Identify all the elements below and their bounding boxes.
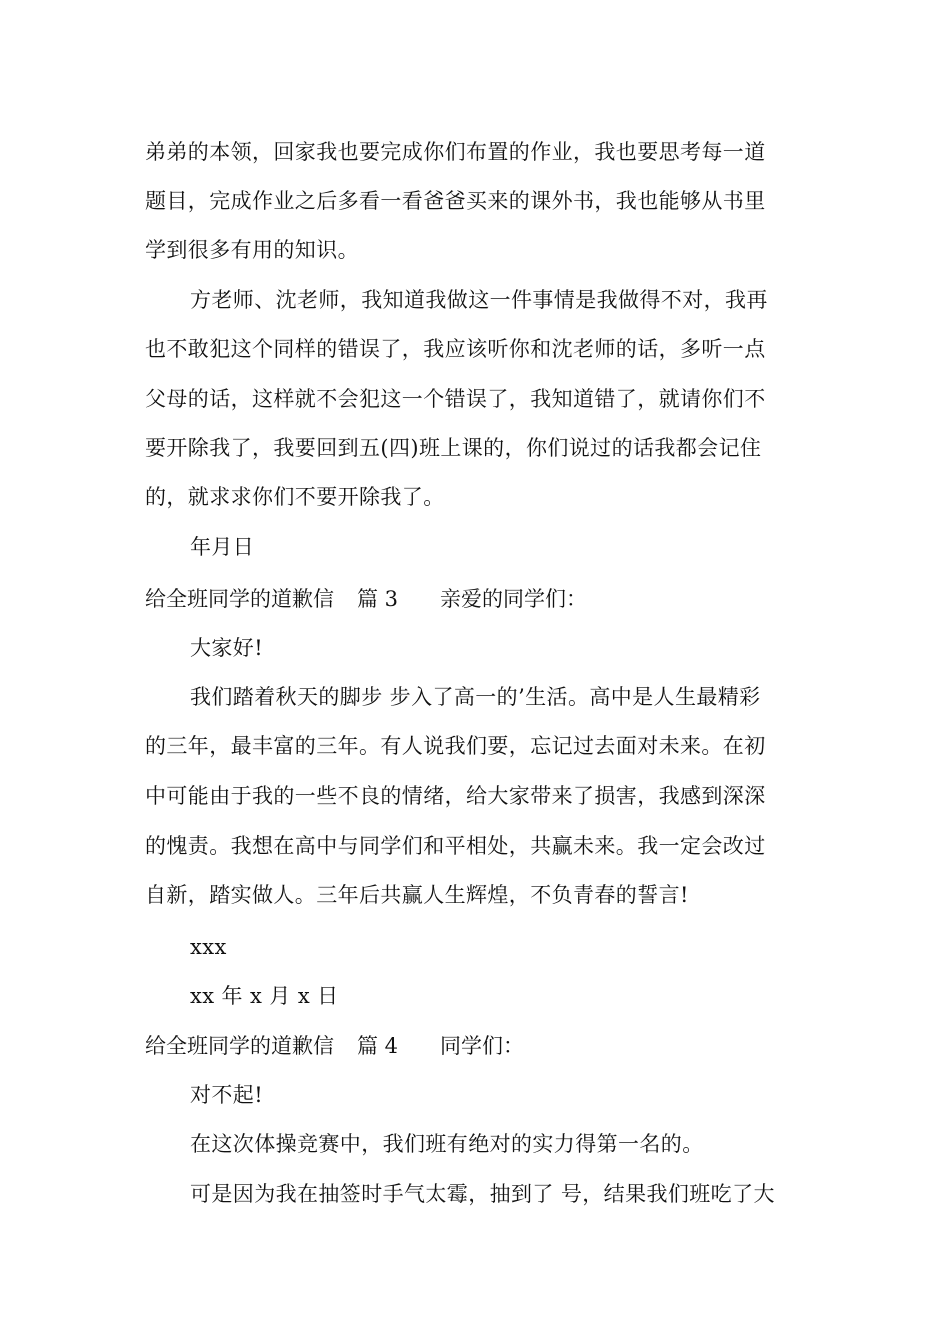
paragraph-line: 可是因为我在抽签时手气太霉，抽到了 号，结果我们班吃了大 bbox=[190, 1182, 775, 1206]
date-line: 年月日 bbox=[190, 535, 255, 559]
paragraph-line: 中可能由于我的一些不良的情绪，给大家带来了损害，我感到深深 bbox=[145, 784, 766, 808]
paragraph-line: 在这次体操竞赛中，我们班有绝对的实力得第一名的。 bbox=[190, 1132, 704, 1156]
section-number: 篇 4 bbox=[357, 1034, 399, 1058]
signature-line: xxx bbox=[190, 935, 227, 959]
paragraph-line: 对不起! bbox=[190, 1083, 264, 1107]
paragraph-line: 的愧责。我想在高中与同学们和平相处，共赢未来。我一定会改过 bbox=[145, 834, 766, 858]
paragraph-line: 的三年，最丰富的三年。有人说我们要，忘记过去面对未来。在初 bbox=[145, 734, 766, 758]
salutation: 同学们： bbox=[440, 1034, 524, 1058]
paragraph-line: 自新，踏实做人。三年后共赢人生辉煌，不负青春的誓言! bbox=[145, 883, 689, 907]
section-title: 给全班同学的道歉信 bbox=[145, 587, 334, 611]
paragraph-line: 父母的话，这样就不会犯这一个错误了，我知道错了，就请你们不 bbox=[145, 387, 766, 411]
section-heading bbox=[145, 1028, 810, 1064]
section-title: 给全班同学的道歉信 bbox=[145, 1034, 334, 1058]
section-number: 篇 3 bbox=[357, 587, 399, 611]
paragraph-line: 题目，完成作业之后多看一看爸爸买来的课外书，我也能够从书里 bbox=[145, 189, 766, 213]
date-line: xx 年 x 月 x 日 bbox=[190, 984, 339, 1008]
paragraph-line: 要开除我了，我要回到五(四)班上课的，你们说过的话我都会记住 bbox=[145, 436, 762, 460]
paragraph-line: 弟弟的本领，回家我也要完成你们布置的作业，我也要思考每一道 bbox=[145, 140, 766, 164]
paragraph-line: 也不敢犯这个同样的错误了，我应该听你和沈老师的话，多听一点 bbox=[145, 337, 766, 361]
section-heading bbox=[145, 581, 810, 617]
salutation: 亲爱的同学们： bbox=[440, 587, 587, 611]
paragraph-line: 学到很多有用的知识。 bbox=[145, 238, 359, 262]
paragraph-line: 我们踏着秋天的脚步 步入了高一的’生活。高中是人生最精彩 bbox=[190, 685, 761, 709]
paragraph-line: 方老师、沈老师，我知道我做这一件事情是我做得不对，我再 bbox=[190, 288, 768, 312]
paragraph-line: 大家好! bbox=[190, 636, 264, 660]
paragraph-line: 的，就求求你们不要开除我了。 bbox=[145, 485, 445, 509]
